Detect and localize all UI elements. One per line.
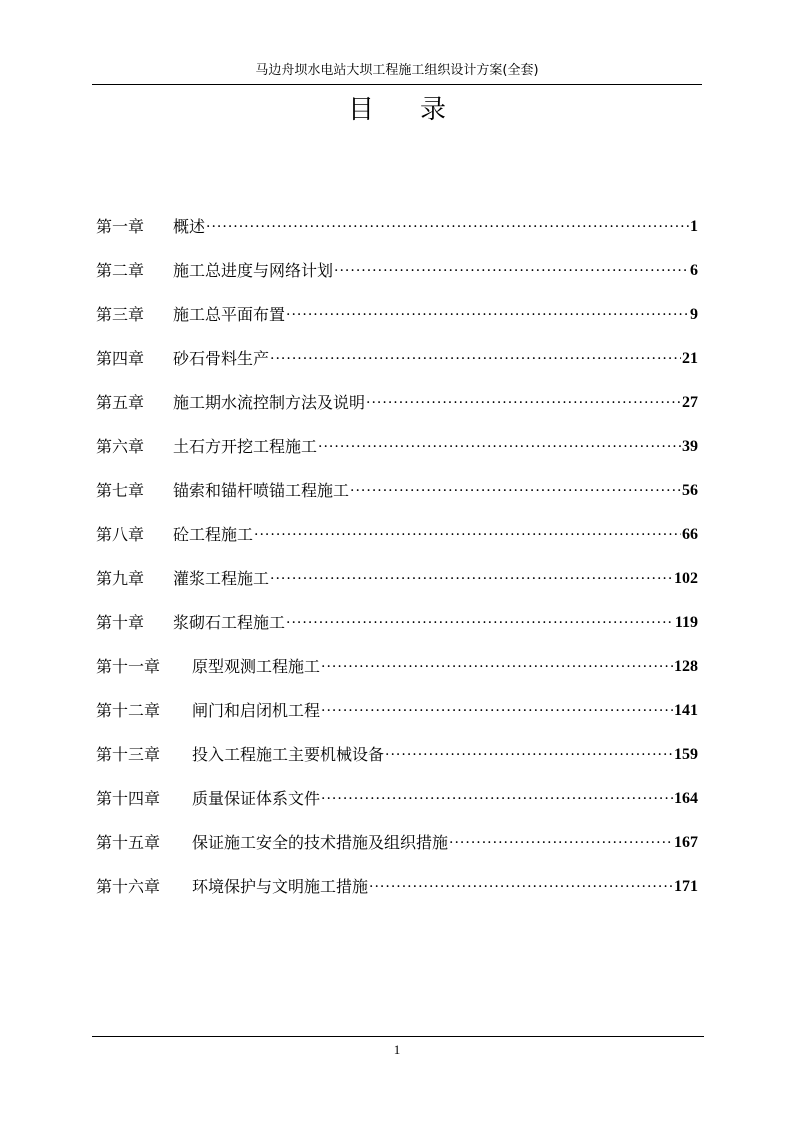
- toc-entry[interactable]: [96, 557, 698, 601]
- toc-chapter-title: 施工总进度与网络计划: [173, 261, 334, 280]
- toc-entry[interactable]: [96, 293, 698, 337]
- toc-entry[interactable]: [96, 645, 698, 689]
- toc-chapter-number: 第八章: [96, 525, 145, 544]
- toc-entry[interactable]: [96, 249, 698, 293]
- toc-dot-leader: [369, 877, 673, 897]
- toc-chapter-number: 第六章: [96, 437, 145, 456]
- toc-chapter-number: 第九章: [96, 569, 145, 588]
- running-header: 马边舟坝水电站大坝工程施工组织设计方案(全套): [255, 63, 539, 78]
- toc-chapter-title: 土石方开挖工程施工: [173, 437, 318, 456]
- toc-chapter-title: 投入工程施工主要机械设备: [192, 745, 385, 764]
- toc-chapter-title: 灌浆工程施工: [173, 569, 270, 588]
- toc-dot-leader: [206, 217, 689, 237]
- footer-page-number: 1: [393, 1042, 401, 1057]
- toc-entry[interactable]: [96, 865, 698, 909]
- toc-chapter-title: 浆砌石工程施工: [173, 613, 286, 632]
- toc-entry[interactable]: [96, 381, 698, 425]
- toc-page-number: 39: [682, 438, 698, 455]
- toc-dot-leader: [350, 481, 681, 501]
- toc-entry[interactable]: [96, 469, 698, 513]
- toc-dot-leader: [385, 745, 673, 765]
- toc-chapter-title: 闸门和启闭机工程: [192, 701, 321, 720]
- toc-chapter-title: 砂石骨料生产: [173, 349, 270, 368]
- toc-page-number: 128: [674, 658, 698, 675]
- toc-chapter-number: 第一章: [96, 217, 145, 236]
- toc-chapter-title: 砼工程施工: [173, 525, 254, 544]
- toc-dot-leader: [366, 393, 681, 413]
- toc-chapter-number: 第五章: [96, 393, 145, 412]
- toc-dot-leader: [286, 613, 674, 633]
- toc-page-number: 21: [682, 350, 698, 367]
- toc-page-number: 119: [674, 614, 698, 631]
- toc-page-number: 56: [682, 482, 698, 499]
- toc-dot-leader: [321, 789, 673, 809]
- toc-chapter-number: 第十三章: [96, 745, 161, 764]
- toc-dot-leader: [318, 437, 681, 457]
- toc-page-number: 167: [674, 834, 698, 851]
- toc-page-number: 27: [682, 394, 698, 411]
- toc-chapter-title: 概述: [173, 217, 206, 236]
- toc-chapter-number: 第十章: [96, 613, 145, 632]
- toc-dot-leader: [449, 833, 673, 853]
- toc-dot-leader: [270, 349, 681, 369]
- toc-chapter-number: 第三章: [96, 305, 145, 324]
- toc-chapter-number: 第十二章: [96, 701, 161, 720]
- toc-entry[interactable]: [96, 777, 698, 821]
- toc-page-number: 164: [674, 790, 698, 807]
- toc-title: 目录: [347, 95, 492, 125]
- toc-page-number: 171: [674, 878, 698, 895]
- toc-entry[interactable]: [96, 337, 698, 381]
- header-rule: [92, 84, 702, 85]
- toc-dot-leader: [254, 525, 681, 545]
- toc-page-number: 9: [690, 306, 698, 323]
- toc-entry[interactable]: [96, 425, 698, 469]
- toc-chapter-title: 保证施工安全的技术措施及组织措施: [192, 833, 449, 852]
- toc-dot-leader: [334, 261, 689, 281]
- toc-dot-leader: [321, 657, 673, 677]
- toc-entry[interactable]: [96, 513, 698, 557]
- toc-entry[interactable]: [96, 601, 698, 645]
- toc-entry[interactable]: [96, 821, 698, 865]
- toc-entry[interactable]: [96, 689, 698, 733]
- toc-chapter-title: 锚索和锚杆喷锚工程施工: [173, 481, 350, 500]
- toc-chapter-title: 质量保证体系文件: [192, 789, 321, 808]
- toc-chapter-number: 第十六章: [96, 877, 161, 896]
- toc-chapter-number: 第四章: [96, 349, 145, 368]
- toc-chapter-title: 施工总平面布置: [173, 305, 286, 324]
- toc-page-number: 1: [690, 218, 698, 235]
- toc-entry[interactable]: [96, 733, 698, 777]
- toc-chapter-number: 第二章: [96, 261, 145, 280]
- toc-entry[interactable]: [96, 205, 698, 249]
- toc-chapter-number: 第十一章: [96, 657, 161, 676]
- toc-chapter-title: 施工期水流控制方法及说明: [173, 393, 366, 412]
- toc-page-number: 102: [674, 570, 698, 587]
- toc-page-number: 141: [674, 702, 698, 719]
- toc-page-number: 66: [682, 526, 698, 543]
- toc-dot-leader: [321, 701, 673, 721]
- footer-rule: [92, 1036, 704, 1037]
- toc-chapter-number: 第十五章: [96, 833, 161, 852]
- toc-chapter-number: 第七章: [96, 481, 145, 500]
- toc-chapter-title: 原型观测工程施工: [192, 657, 321, 676]
- toc-chapter-title: 环境保护与文明施工措施: [192, 877, 369, 896]
- toc-dot-leader: [286, 305, 689, 325]
- toc-chapter-number: 第十四章: [96, 789, 161, 808]
- toc-dot-leader: [270, 569, 673, 589]
- toc-page-number: 6: [690, 262, 698, 279]
- table-of-contents: [96, 205, 698, 909]
- toc-page-number: 159: [674, 746, 698, 763]
